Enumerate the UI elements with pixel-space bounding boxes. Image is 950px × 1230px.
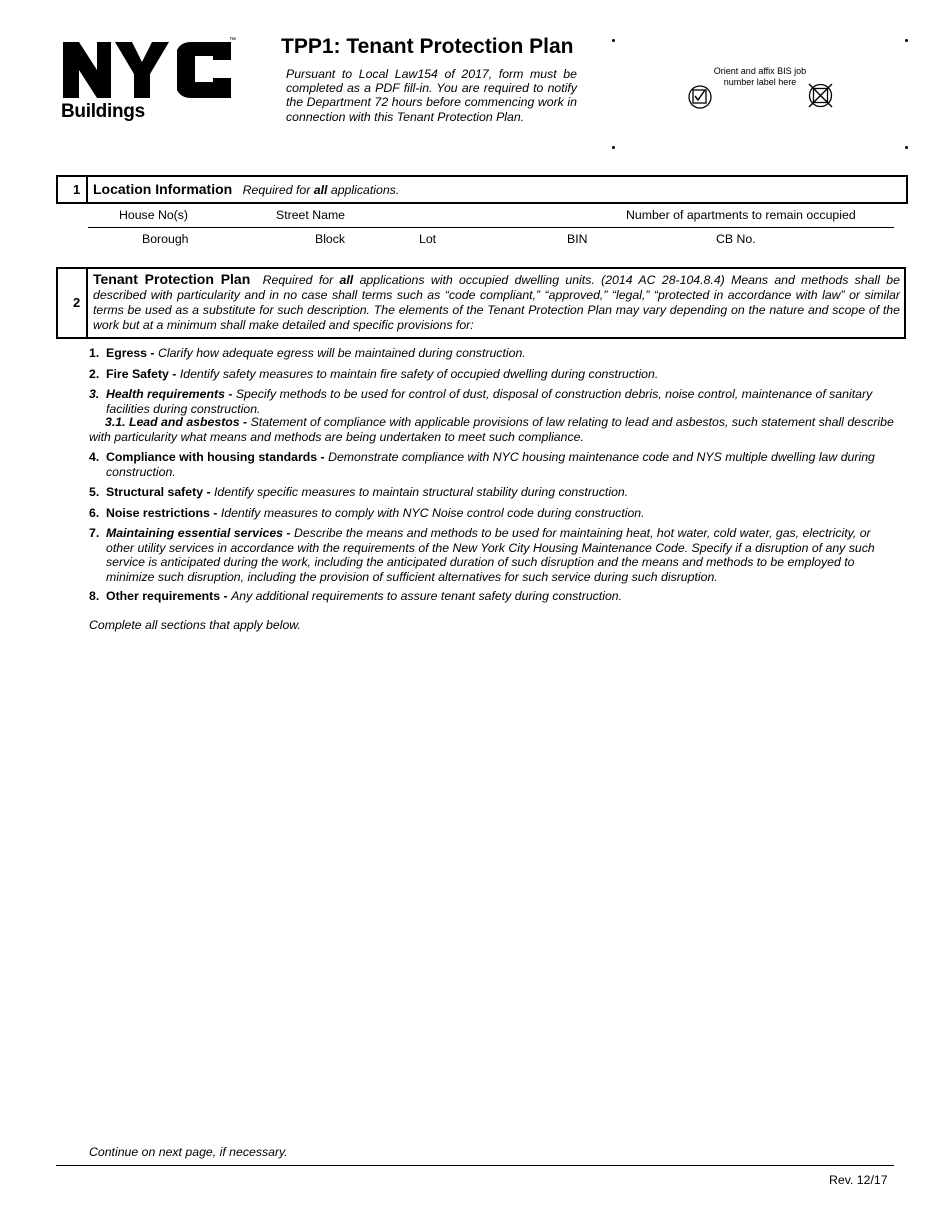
item-number: 4. bbox=[89, 450, 100, 464]
item-text: Specify methods to be used for control of dust, disposal of construction debris, noise control, maintenance of sanitary facilities during construction. bbox=[106, 387, 873, 416]
item-text: Any additional requirements to assure tenant safety during construction. bbox=[231, 589, 623, 603]
check-icon bbox=[687, 84, 713, 110]
page-subtitle: Pursuant to Local Law154 of 2017, form must be completed as a PDF fill-in. You are required to notify the Department 72 hours before commencing work in connection with this Tenant Protection Plan. bbox=[286, 67, 577, 124]
corner-mark bbox=[905, 39, 908, 42]
item-number: 6. bbox=[89, 506, 100, 520]
item-number: 2. bbox=[89, 367, 100, 381]
section-divider bbox=[86, 267, 88, 339]
corner-mark bbox=[905, 146, 908, 149]
block-field[interactable]: Block bbox=[315, 232, 346, 246]
section-number: 2 bbox=[73, 295, 81, 310]
item-text: Demonstrate compliance with NYC housing maintenance code and NYS multiple dwelling law during construction. bbox=[106, 450, 875, 479]
item-label: Fire Safety - bbox=[106, 367, 177, 381]
continue-note: Continue on next page, if necessary. bbox=[89, 1145, 288, 1159]
field-underline bbox=[88, 227, 894, 228]
list-item bbox=[89, 450, 909, 479]
section-header bbox=[93, 181, 399, 199]
item-label: Noise restrictions - bbox=[106, 506, 218, 520]
label-box-text: Orient and affix BIS job number label here bbox=[713, 66, 807, 87]
no-icon bbox=[807, 82, 834, 109]
list-item bbox=[89, 589, 909, 604]
page-title: TPP1: Tenant Protection Plan bbox=[281, 35, 574, 58]
corner-mark bbox=[612, 39, 615, 42]
item-text: Describe the means and methods to be used for maintaining heat, hot water, cold water, gas, electricity, or other utility services in accordance with the requirements of the New York City Housing Maintenance Code. Specify if a disruption of any such service is anticipated during the work, including the anticipated duration of such disruption and the means and methods to be employed to minimize such disruption, including the provision of sufficient alternatives for such service during such disruption. bbox=[106, 526, 875, 584]
section-req-prefix: Required for bbox=[242, 183, 314, 197]
apartments-occupied-field[interactable]: Number of apartments to remain occupied bbox=[626, 208, 856, 222]
item-text: Identify specific measures to maintain structural stability during construction. bbox=[213, 485, 629, 499]
item-label: Compliance with housing standards - bbox=[106, 450, 325, 464]
list-item bbox=[89, 367, 909, 382]
section-req-bold: all bbox=[339, 273, 354, 287]
section-req-bold: all bbox=[313, 183, 328, 197]
item-number: 8. bbox=[89, 589, 100, 603]
footer-divider bbox=[56, 1165, 894, 1166]
item-number: 5. bbox=[89, 485, 100, 499]
section-title: Location Information bbox=[93, 181, 233, 197]
item-label: Structural safety - bbox=[106, 485, 211, 499]
list-item bbox=[89, 415, 909, 444]
item-label: Lead and asbestos - bbox=[128, 415, 248, 429]
section-req-prefix: Required for bbox=[262, 273, 340, 287]
item-number: 3. bbox=[89, 387, 100, 401]
item-label: Health requirements - bbox=[106, 387, 233, 401]
item-text: Statement of compliance with applicable provisions of law relating to lead and asbestos, such statement shall describe with particularity what means and methods are being undertaken to meet such compliance. bbox=[89, 415, 894, 444]
section-req-suffix: applications with occupied dwelling units. (2014 AC 28-104.8.4) Means and methods shall be described with particularity and in no case shall terms such as “code compliant,” “approved,” “legal,” “protected in accordance with law” or similar terms be used as a substitute for such description. The elements of the Tenant Protection Plan may vary depending on the nature and scope of the work but at a minimum shall make detailed and specific provisions for: bbox=[93, 273, 900, 332]
section-divider bbox=[86, 175, 88, 204]
item-number: 1. bbox=[89, 346, 100, 360]
section-req-suffix: applications. bbox=[327, 183, 400, 197]
section-title: Tenant Protection Plan bbox=[93, 271, 251, 287]
lot-field[interactable]: Lot bbox=[419, 232, 437, 246]
list-item bbox=[89, 506, 909, 521]
item-label: Egress - bbox=[106, 346, 155, 360]
street-name-field[interactable]: Street Name bbox=[276, 208, 346, 222]
nyc-logo-mark bbox=[61, 39, 239, 101]
section-2-description bbox=[93, 272, 900, 333]
logo-subtext: Buildings bbox=[61, 101, 145, 122]
item-number: 3.1. bbox=[105, 415, 126, 429]
list-item bbox=[89, 346, 909, 361]
revision-label: Rev. 12/17 bbox=[829, 1173, 888, 1187]
list-item bbox=[89, 387, 909, 416]
list-item bbox=[89, 526, 909, 584]
logo-tm: ™ bbox=[229, 37, 236, 44]
list-item bbox=[89, 485, 909, 500]
item-label: Other requirements - bbox=[106, 589, 228, 603]
cb-number-field[interactable]: CB No. bbox=[716, 232, 756, 246]
section-number: 1 bbox=[73, 182, 81, 197]
complete-note: Complete all sections that apply below. bbox=[89, 618, 301, 632]
house-number-field[interactable]: House No(s) bbox=[119, 208, 189, 222]
item-number: 7. bbox=[89, 526, 100, 540]
item-text: Identify safety measures to maintain fire safety of occupied dwelling during construction. bbox=[179, 367, 659, 381]
item-label: Maintaining essential services - bbox=[106, 526, 291, 540]
bin-field[interactable]: BIN bbox=[567, 232, 588, 246]
corner-mark bbox=[612, 146, 615, 149]
item-text: Clarify how adequate egress will be maintained during construction. bbox=[157, 346, 526, 360]
borough-field[interactable]: Borough bbox=[142, 232, 189, 246]
item-text: Identify measures to comply with NYC Noise control code during construction. bbox=[220, 506, 645, 520]
